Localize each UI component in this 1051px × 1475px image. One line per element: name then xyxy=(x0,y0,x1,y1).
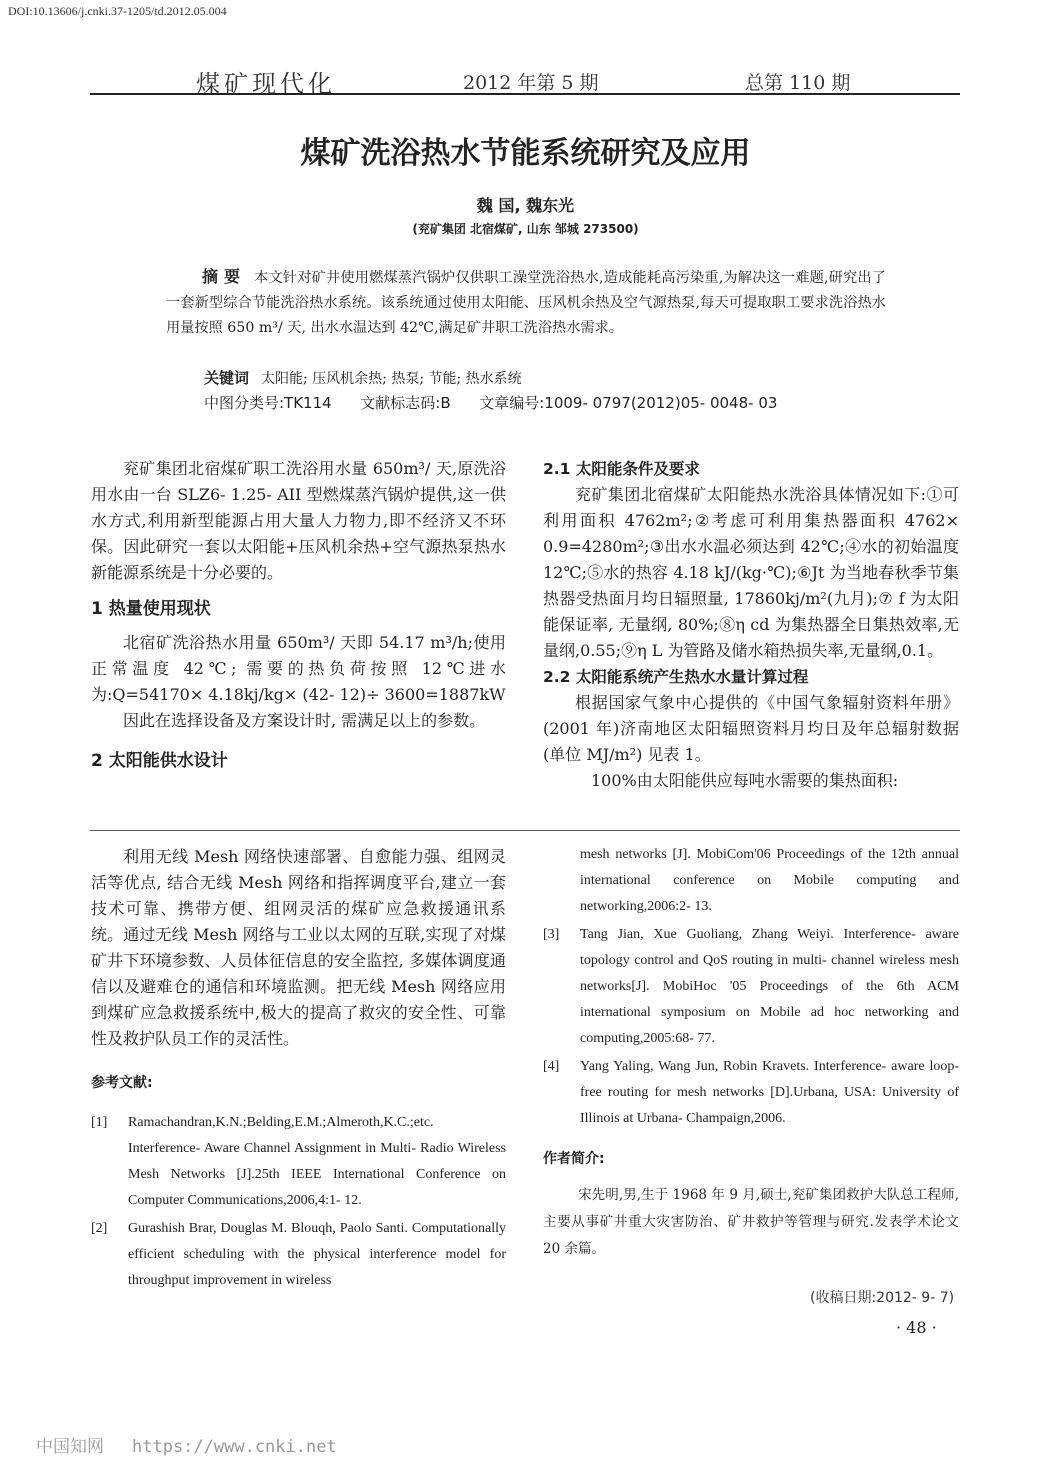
article-separator xyxy=(90,830,960,831)
received-date: (收稿日期:2012- 9- 7) xyxy=(810,1290,955,1306)
author-bio: 宋先明,男,生于 1968 年 9 月,硕士,兖矿集团救护大队总工程师,主要从事矿井重大灾害防治、矿井救护等管理与研究.发表学术论文 20 余篇。 xyxy=(543,1187,959,1257)
reference-text: Gurashish Brar, Douglas M. Blouqh, Paolo Santi. Computationally efficient scheduling with the physical interference model for throughput improvement in wireless xyxy=(128,1221,506,1288)
right-column xyxy=(543,456,959,794)
reference-continuation xyxy=(543,842,959,920)
article-affiliation: (兖矿集团 北宿煤矿, 山东 邹城 273500) xyxy=(412,222,639,236)
abstract xyxy=(166,264,886,341)
reference-item xyxy=(543,922,959,1052)
page-number: · 48 · xyxy=(896,1318,937,1337)
section-2-2-paragraph-1: 根据国家气象中心提供的《中国气象辐射资料年册》(2001 年)济南地区太阳辐照资料月均日及年总辐射数据(单位 MJ/m²) 见表 1。 xyxy=(543,693,959,764)
section-1-paragraph-1: 北宿矿洗浴热水用量 650m³/ 天即 54.17 m³/h;使用正常温度 42℃; 需要的热负荷按照 12℃进水为:Q=54170× 4.18kj/kg× (42- 12)÷ 3600=1887kW xyxy=(91,633,506,704)
total-issue-label: 总第 110 期 xyxy=(745,72,851,94)
reference-text: mesh networks [J]. MobiCom'06 Proceedings of the 12th annual international conference on Mobile computing and networking,2006:2- 13. xyxy=(580,847,959,914)
section-2-1-paragraph: 兖矿集团北宿煤矿太阳能热水洗浴具体情况如下:①可利用面积 4762m²;②考虑可利用集热器面积 4762× 0.9=4280m²;③出水水温必须达到 42℃;④水的初始温度 12℃;⑤水的热容 4.18 kJ/(kg·℃);⑥Jt 为当地春秋季节集热器受热面月均日辐照量, 17860kj/m²(九月);⑦ f 为太阳能保证率, 无量纲, 80%;⑧η cd 为集热器全日集热效率,无量纲,0.55;⑨η L 为管路及储水箱热损失率,无量纲,0.1。 xyxy=(543,485,959,660)
reference-text: Tang Jian, Xue Guoliang, Zhang Weiyi. Interference- aware topology control and QoS routing in multi- channel wireless mesh networks[J]. MobiHoc '05 Proceedings of the 6th ACM international symposium on Mobile ad hoc networking and computing,2005:68- 77. xyxy=(580,927,959,1046)
keywords-label: 关键词 xyxy=(204,369,250,387)
reference-number: [2] xyxy=(91,1221,108,1236)
section-2-2-heading: 2.2 太阳能系统产生热水水量计算过程 xyxy=(543,668,809,686)
references-heading: 参考文献: xyxy=(91,1075,153,1091)
doi-line: DOI:10.13606/j.cnki.37-1205/td.2012.05.004 xyxy=(8,4,227,18)
section-2-heading: 2 太阳能供水设计 xyxy=(91,751,228,771)
issue-label: 2012 年第 5 期 xyxy=(463,72,599,94)
keywords-text: 太阳能; 压风机余热; 热泵; 节能; 热水系统 xyxy=(261,371,522,387)
classification-line: 中图分类号:TK114 文献标志码:B 文章编号:1009- 0797(2012)05- 0048- 03 xyxy=(204,394,778,412)
section-2-1-heading: 2.1 太阳能条件及要求 xyxy=(543,460,700,478)
reference-text: Yang Yaling, Wang Jun, Robin Kravets. Interference- aware loop- free routing for mesh networks [D].Urbana, USA: University of Illinois at Urbana- Champaign,2006. xyxy=(580,1059,959,1126)
section-1-paragraph-2: 因此在选择设备及方案设计时, 需满足以上的参数。 xyxy=(123,711,486,730)
reference-number: [3] xyxy=(543,927,560,942)
header-rule xyxy=(90,93,960,95)
section-1-heading: 1 热量使用现状 xyxy=(91,599,211,619)
journal-name: 煤矿现代化 xyxy=(196,70,336,98)
reference-item xyxy=(543,1054,959,1132)
keywords xyxy=(204,367,522,388)
lower-right-column xyxy=(543,842,959,1263)
abstract-label: 摘 要 xyxy=(202,267,241,286)
abstract-text: 本文针对矿井使用燃煤蒸汽锅炉仅供职工澡堂洗浴热水,造成能耗高污染重,为解决这一难题,研究出了一套新型综合节能洗浴热水系统。该系统通过使用太阳能、压风机余热及空气源热泵,每天可提取职工要求洗浴热水用量按照 650 m³/ 天, 出水水温达到 42℃,满足矿井职工洗浴热水需求。 xyxy=(166,270,886,336)
reference-number: [4] xyxy=(543,1059,560,1074)
footer-site-name: 中国知网 xyxy=(36,1437,104,1457)
reference-number: [1] xyxy=(91,1115,108,1130)
footer-url[interactable]: https://www.cnki.net xyxy=(132,1437,337,1457)
left-column xyxy=(91,456,506,774)
article-authors: 魏 国, 魏东光 xyxy=(476,196,575,215)
footer-watermark xyxy=(36,1432,337,1457)
intro-paragraph: 兖矿集团北宿煤矿职工洗浴用水量 650m³/ 天,原洗浴用水由一台 SLZ6- 1.25- AII 型燃煤蒸汽锅炉提供,这一供水方式,利用新型能源占用大量人力物力,即不经济又不环保。因此研究一套以太阳能+压风机余热+空气源热泵热水新能源系统是十分必要的。 xyxy=(91,459,506,582)
reference-item xyxy=(91,1110,506,1214)
conclusion-paragraph: 利用无线 Mesh 网络快速部署、自愈能力强、组网灵活等优点, 结合无线 Mesh 网络和指挥调度平台,建立一套技术可靠、携带方便、组网灵活的煤矿应急救援通讯系统。通过无线 Mesh 网络与工业以太网的互联,实现了对煤矿井下环境参数、人员体征信息的安全监控, 多媒体调度通信以及避难仓的通信和环境监测。把无线 Mesh 网络应用到煤矿应急救援系统中,极大的提高了救灾的安全性、可靠性及救护队员工作的灵活性。 xyxy=(91,847,506,1048)
reference-text: Ramachandran,K.N.;Belding,E.M.;Almeroth,K.C.;etc. Interference- Aware Channel Assignment in Multi- Radio Wireless Mesh Networks [J].25th IEEE International Conference on Computer Communications,2006,4:1- 12. xyxy=(128,1115,506,1208)
article-title: 煤矿洗浴热水节能系统研究及应用 xyxy=(300,136,751,171)
lower-left-column xyxy=(91,844,506,1294)
section-2-2-paragraph-2: 100%由太阳能供应每吨水需要的集热面积: xyxy=(591,771,899,790)
reference-item xyxy=(91,1216,506,1294)
author-bio-heading: 作者简介: xyxy=(543,1151,605,1167)
